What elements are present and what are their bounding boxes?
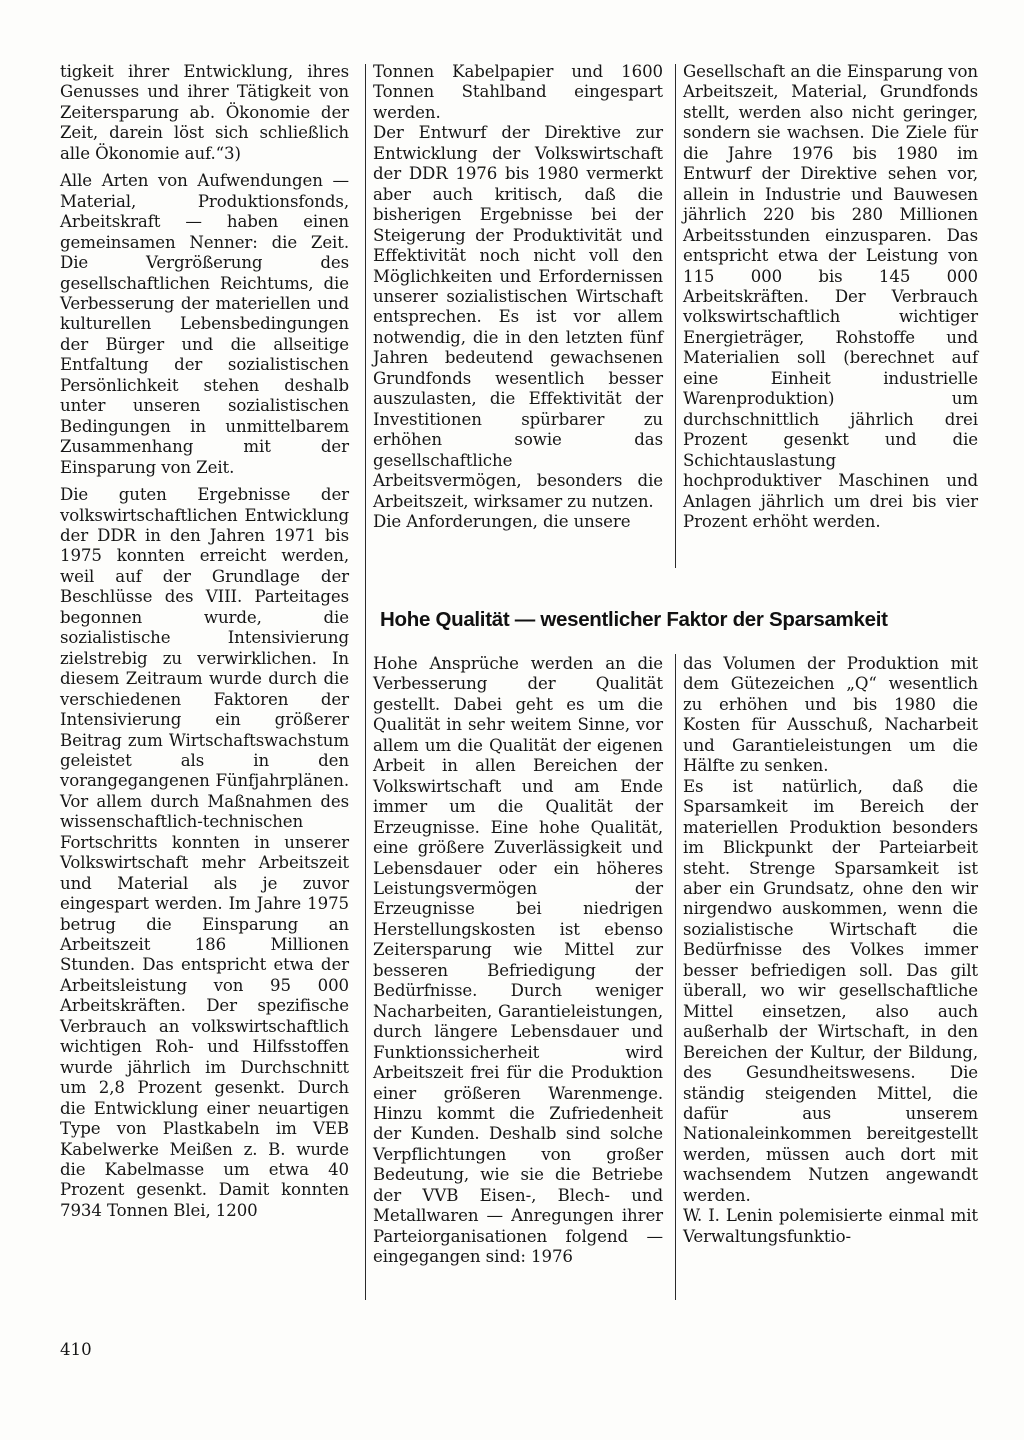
column-rule-right-top	[675, 64, 676, 568]
paragraph: Der Entwurf der Direktive zur Entwicklung der Volkswirtschaft der DDR 1976 bis 1980 vermerkt aber auch kritisch, daß die bisherigen Ergebnisse bei der Steigerung der Produktivität und Effektivität noch nicht voll den Möglichkeiten und Erfordernissen unserer sozialistischen Wirtschaft entsprechen. Es ist vor allem notwendig, die in den letzten fünf Jahren bedeutend gewachsenen Grundfonds wesentlich besser auszulasten, die Effektivität der Investitionen spürbarer zu erhöhen sowie das gesellschaftliche Arbeitsvermögen, besonders die Arbeitszeit, wirksamer zu nutzen.	[373, 123, 663, 511]
paragraph: Tonnen Kabelpapier und 1600 Tonnen Stahlband eingespart werden.	[373, 62, 663, 122]
paragraph: Hohe Ansprüche werden an die Verbesserung der Qualität gestellt. Dabei geht es um die Qualität in sehr weitem Sinne, vor allem um die Qualität der eigenen Arbeit in allen Bereichen der Volkswirtschaft und am Ende immer um die Qualität der Erzeugnisse. Eine hohe Qualität, eine größere Zuverlässigkeit und Lebensdauer oder ein höheres Leistungsvermögen der Erzeugnisse bei niedrigen Herstellungskosten ist ebenso Zeitersparung wie Mittel zur besseren Befriedigung der Bedürfnisse. Durch weniger Nacharbeiten, Garantieleistungen, durch längere Lebensdauer und Funktionssicherheit wird Arbeitszeit frei für die Produktion einer größeren Warenmenge. Hinzu kommt die Zufriedenheit der Kunden. Deshalb sind solche Verpflichtungen von großer Bedeutung, wie sie die Betriebe der VVB Eisen-, Blech- und Metallwaren — Anregungen ihrer Parteiorganisationen folgend — eingegangen sind: 1976	[373, 654, 663, 1267]
text-column-5	[683, 654, 978, 1247]
paragraph: das Volumen der Produktion mit dem Gütezeichen „Q“ wesentlich zu erhöhen und bis 1980 die Kosten für Ausschuß, Nacharbeit und Garantieleistungen um die Hälfte zu senken.	[683, 654, 978, 776]
text-column-4	[373, 654, 663, 1268]
paragraph: Die guten Ergebnisse der volkswirtschaftlichen Entwicklung der DDR in den Jahren 1971 bis 1975 konnten erreicht werden, weil auf der Grundlage der Beschlüsse des VIII. Parteitages begonnen wurde, die sozialistische Intensivierung zielstrebig zu verwirklichen. In diesem Zeitraum wurde durch die verschiedenen Faktoren der Intensivierung ein größerer Beitrag zum Wirtschaftswachstum geleistet als in den vorangegangenen Fünfjahrplänen. Vor allem durch Maßnahmen des wissenschaftlich-technischen Fortschritts konnten in unserer Volkswirtschaft mehr Arbeitszeit und Material als je zuvor eingespart werden. Im Jahre 1975 betrug die Einsparung an Arbeitszeit 186 Millionen Stunden. Das entspricht etwa der Arbeitsleistung von 95 000 Arbeitskräften. Der spezifische Verbrauch an volkswirtschaftlich wichtigen Roh- und Hilfsstoffen wurde jährlich im Durchschnitt um 2,8 Prozent gesenkt. Durch die Entwicklung einer neuartigen Type von Plastkabeln im VEB Kabelwerke Meißen z. B. wurde die Kabelmasse um etwa 40 Prozent gesenkt. Damit konnten 7934 Tonnen Blei, 1200	[60, 485, 349, 1220]
column-rule-right-bottom	[675, 654, 676, 1300]
paragraph: Es ist natürlich, daß die Sparsamkeit im Bereich der materiellen Produktion besonders im Blickpunkt der Parteiarbeit steht. Strenge Sparsamkeit ist aber ein Grundsatz, ohne den wir nirgendwo auskommen, wenn die sozialistische Wirtschaft die Bedürfnisse des Volkes immer besser befriedigen soll. Das gilt überall, wo wir gesellschaftliche Mittel einsetzen, also auch außerhalb der Wirtschaft, in den Bereichen der Kultur, der Bildung, des Gesundheitswesens. Die ständig steigenden Mittel, die dafür aus unserem Nationaleinkommen bereitgestellt werden, müssen auch dort mit wachsendem Nutzen angewandt werden.	[683, 776, 978, 1205]
paragraph: Gesellschaft an die Einsparung von Arbeitszeit, Material, Grundfonds stellt, werden also nicht geringer, sondern sie wachsen. Die Ziele für die Jahre 1976 bis 1980 im Entwurf der Direktive sehen vor, allein in Industrie und Bauwesen jährlich 220 bis 280 Millionen Arbeitsstunden einzusparen. Das entspricht etwa der Leistung von 115 000 bis 145 000 Arbeitskräften. Der Verbrauch volkswirtschaftlich wichtiger Energieträger, Rohstoffe und Materialien soll (berechnet auf eine Einheit industrielle Warenproduktion) um durchschnittlich jährlich drei Prozent gesenkt und die Schichtauslastung hochproduktiver Maschinen und Anlagen jährlich um drei bis vier Prozent erhöht werden.	[683, 62, 978, 531]
page-number: 410	[60, 1340, 92, 1359]
section-heading: Hohe Qualität — wesentlicher Faktor der Sparsamkeit	[380, 608, 888, 631]
paragraph: tigkeit ihrer Entwicklung, ihres Genusses und ihrer Tätigkeit von Zeitersparung ab. Ökonomie der Zeit, darein löst sich schließlich alle Ökonomie auf.“3)	[60, 62, 349, 163]
paragraph: W. I. Lenin polemisierte einmal mit Verwaltungsfunktio-	[683, 1206, 978, 1246]
text-column-2	[373, 62, 663, 532]
text-column-1	[60, 62, 349, 1221]
column-rule-left	[365, 64, 366, 1300]
paragraph: Die Anforderungen, die unsere	[373, 511, 631, 531]
text-column-3	[683, 62, 978, 532]
paragraph: Alle Arten von Aufwendungen — Material, Produktionsfonds, Arbeitskraft — haben einen gemeinsamen Nenner: die Zeit. Die Vergrößerung des gesellschaftlichen Reichtums, die Verbesserung der materiellen und kulturellen Lebensbedingungen der Bürger und die allseitige Entfaltung der sozialistischen Persönlichkeit stehen deshalb unter unseren sozialistischen Bedingungen in unmittelbarem Zusammenhang mit der Einsparung von Zeit.	[60, 171, 349, 477]
